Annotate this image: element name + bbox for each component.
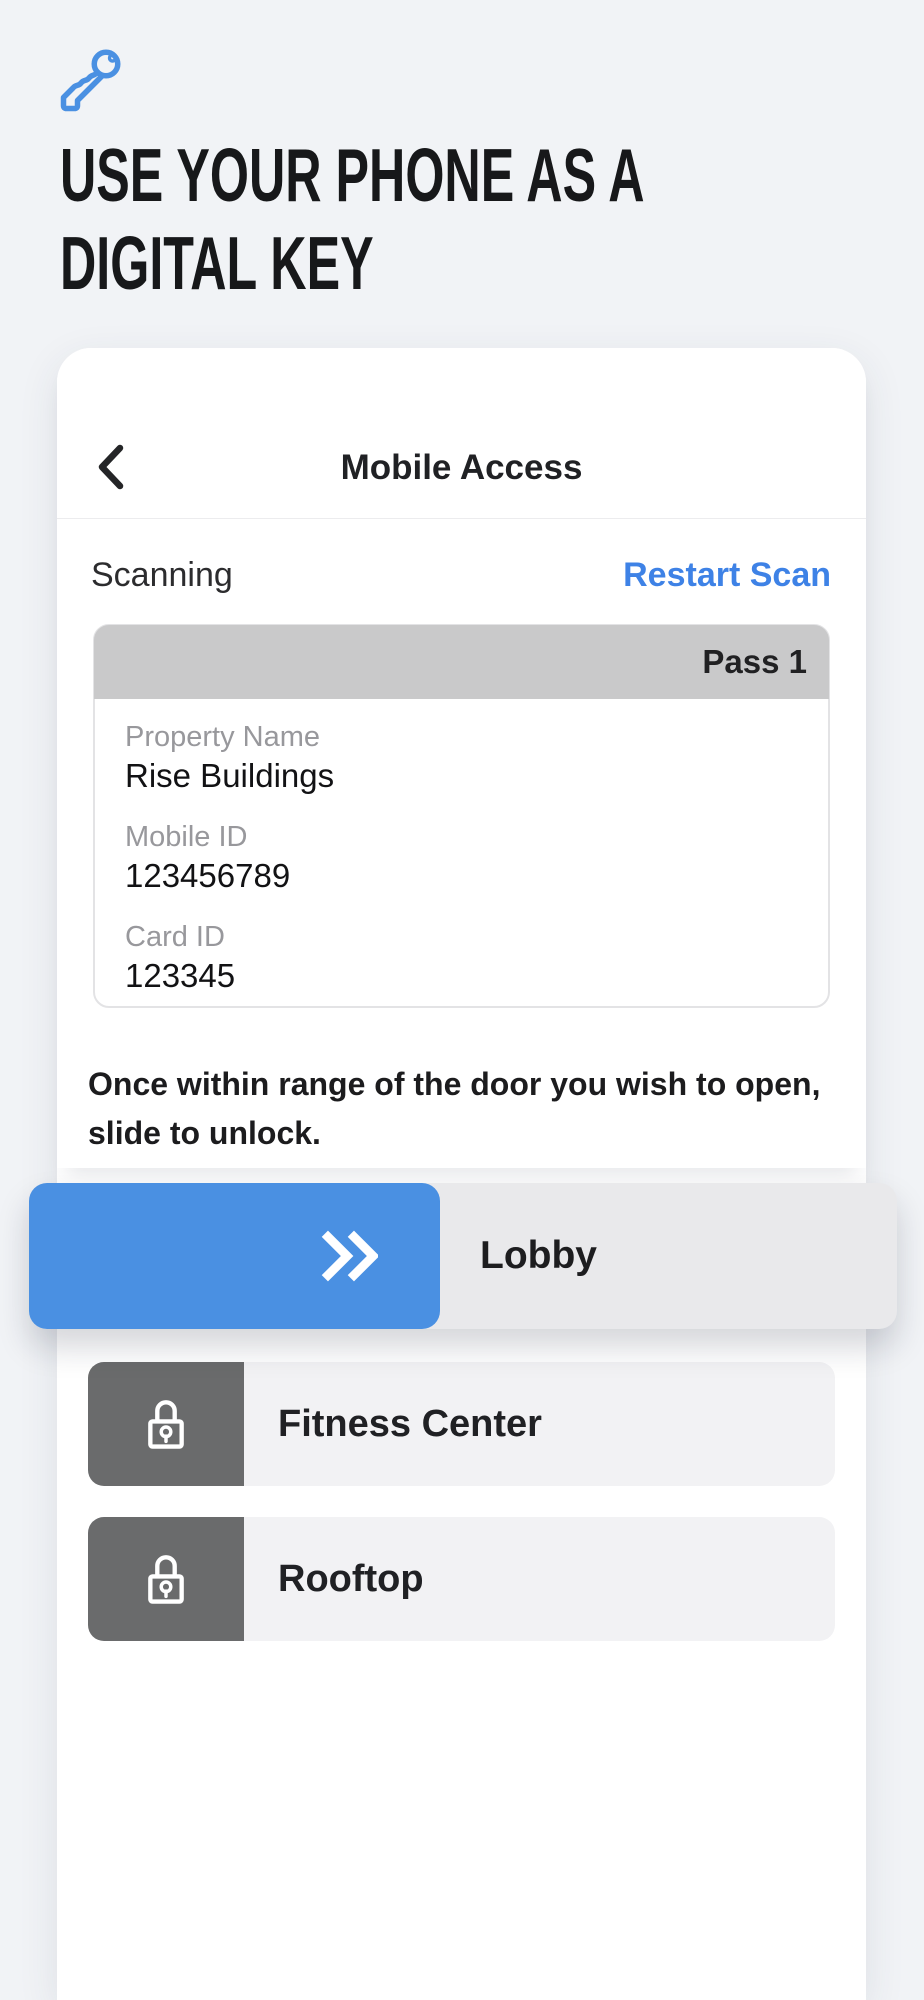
field-value: Rise Buildings <box>125 757 335 794</box>
scan-panel <box>57 348 866 1168</box>
pass-card-header <box>94 625 829 699</box>
pass-card <box>93 624 830 1008</box>
restart-scan-button[interactable]: Restart Scan <box>623 555 831 594</box>
door-row-fitness-center[interactable] <box>88 1362 835 1486</box>
field-value: 123345 <box>125 957 236 994</box>
door-label: Lobby <box>480 1234 597 1277</box>
padlock-icon <box>146 1550 186 1608</box>
scan-status-text: Scanning <box>91 555 233 594</box>
double-chevron-right-icon <box>320 1230 378 1282</box>
field-card-id <box>125 919 798 997</box>
header-divider <box>57 518 866 519</box>
padlock-icon <box>146 1395 186 1453</box>
page-heading-line-2: DIGITAL KEY <box>60 221 374 305</box>
pass-card-body <box>95 699 828 997</box>
screen-title: Mobile Access <box>340 448 583 487</box>
field-property-name <box>125 719 798 797</box>
door-slider-handle[interactable] <box>88 1362 244 1486</box>
door-label: Rooftop <box>278 1557 424 1600</box>
door-label: Fitness Center <box>278 1402 542 1445</box>
door-row-lobby-slider[interactable] <box>29 1183 897 1329</box>
door-row-rooftop[interactable] <box>88 1517 835 1641</box>
unlock-instruction: Once within range of the door you wish to open, slide to unlock. <box>88 1066 821 1151</box>
field-mobile-id <box>125 819 798 897</box>
field-label: Card ID <box>125 921 225 953</box>
slide-to-unlock-handle[interactable] <box>29 1183 440 1329</box>
field-label: Property Name <box>125 721 321 753</box>
door-slider-handle[interactable] <box>88 1517 244 1641</box>
field-label: Mobile ID <box>125 821 248 853</box>
field-value: 123456789 <box>125 857 291 894</box>
page-heading-line-1: USE YOUR PHONE AS A <box>60 133 645 217</box>
mobile-access-card <box>57 348 866 2000</box>
scan-status-row <box>91 552 831 598</box>
key-icon <box>56 42 128 116</box>
pass-number: Pass 1 <box>702 643 807 680</box>
page-heading <box>60 131 645 307</box>
